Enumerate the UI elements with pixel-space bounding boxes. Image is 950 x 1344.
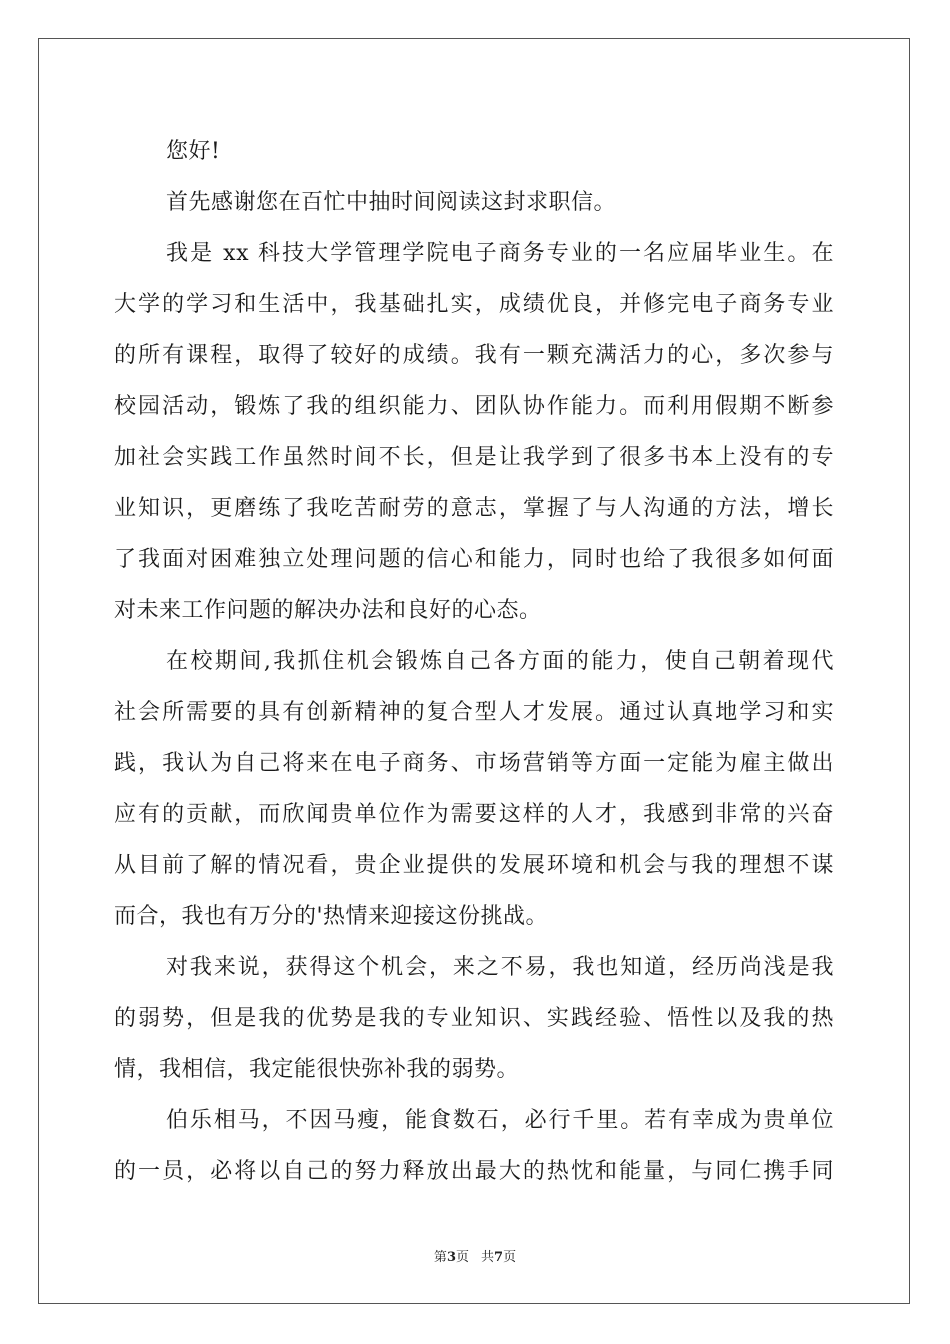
text-line: 业知识，更磨练了我吃苦耐劳的意志，掌握了与人沟通的方法，增长: [114, 496, 834, 521]
text-line: 的弱势，但是我的优势是我的专业知识、实践经验、悟性以及我的热: [114, 1006, 834, 1031]
greeting: 您好!: [166, 139, 221, 164]
text-line: 对未来工作问题的解决办法和良好的心态。: [114, 598, 542, 623]
page-footer: [0, 1246, 950, 1265]
text-line: 我是 xx 科技大学管理学院电子商务专业的一名应届毕业生。在: [166, 241, 834, 266]
text-line: 校园活动，锻炼了我的组织能力、团队协作能力。而利用假期不断参: [114, 394, 834, 419]
text-line: 加社会实践工作虽然时间不长，但是让我学到了很多书本上没有的专: [114, 445, 834, 470]
text-line: 伯乐相马，不因马瘦，能食数石，必行千里。若有幸成为贵单位: [166, 1108, 834, 1133]
text-line: 应有的贡献，而欣闻贵单位作为需要这样的人才，我感到非常的兴奋: [114, 802, 834, 827]
text-line: 践，我认为自己将来在电子商务、市场营销等方面一定能为雇主做出: [114, 751, 834, 776]
text-line: 而合，我也有万分的'热情来迎接这份挑战。: [114, 904, 549, 929]
text-line: 了我面对困难独立处理问题的信心和能力，同时也给了我很多如何面: [114, 547, 834, 572]
total-prefix: 共: [481, 1250, 495, 1265]
page-prefix: 第: [433, 1250, 447, 1265]
text-line: 首先感谢您在百忙中抽时间阅读这封求职信。: [166, 190, 617, 215]
text-line: 在校期间,我抓住机会锻炼自己各方面的能力，使自己朝着现代: [166, 649, 834, 674]
text-line: 从目前了解的情况看，贵企业提供的发展环境和机会与我的理想不谋: [114, 853, 834, 878]
text-line: 情，我相信，我定能很快弥补我的弱势。: [114, 1057, 520, 1082]
text-line: 的所有课程，取得了较好的成绩。我有一颗充满活力的心，多次参与: [114, 343, 834, 368]
text-line: 对我来说，获得这个机会，来之不易，我也知道，经历尚浅是我: [166, 955, 834, 980]
letter-body: [114, 126, 834, 1197]
page-suffix: 页: [455, 1250, 469, 1265]
page-number: 3: [446, 1250, 456, 1265]
text-line: 的一员，必将以自己的努力释放出最大的热忱和能量，与同仁携手同: [114, 1159, 834, 1184]
text-line: 大学的学习和生活中，我基础扎实，成绩优良，并修完电子商务专业: [114, 292, 834, 317]
text-line: 社会所需要的具有创新精神的复合型人才发展。通过认真地学习和实: [114, 700, 834, 725]
total-suffix: 页: [503, 1250, 517, 1265]
total-pages: 7: [494, 1250, 504, 1265]
